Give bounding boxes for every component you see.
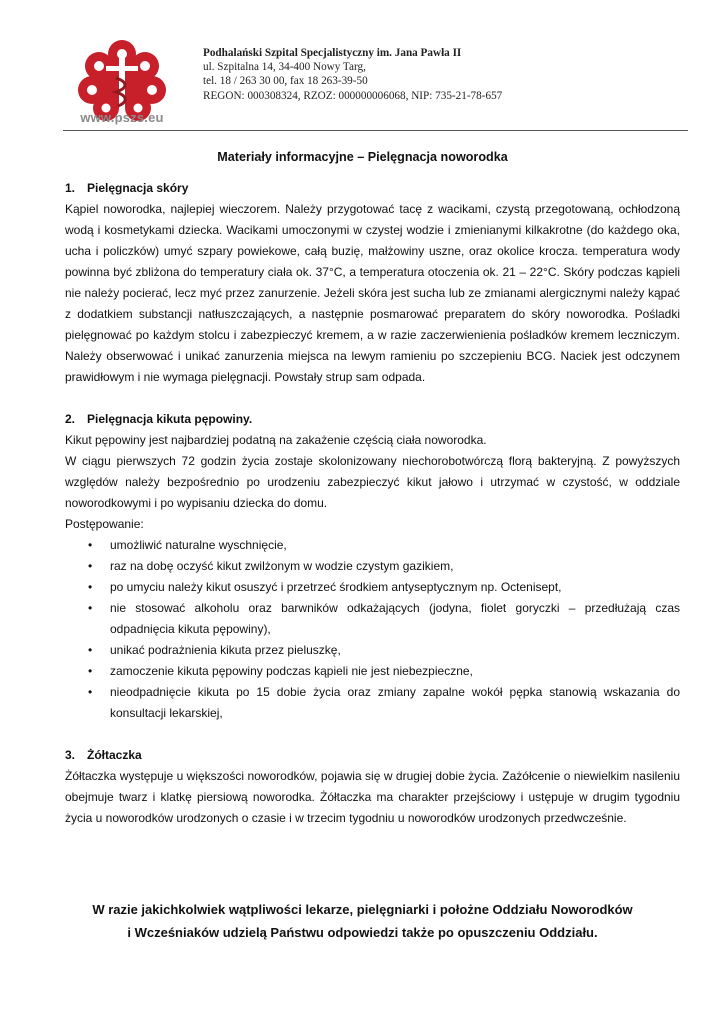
closing-line-2: i Wcześniaków udzielą Państwu odpowiedzi także po opuszczeniu Oddziału. xyxy=(127,925,598,940)
list-item: • nieodpadnięcie kikuta po 15 dobie życia oraz zmiany zapalne wokół pępka stanowią wskazania do konsultacji lekarskiej, xyxy=(65,682,680,724)
section-3-heading: 3. Żółtaczka xyxy=(65,748,142,762)
section-2-procedure-label: Postępowanie: xyxy=(65,517,144,531)
bullet-icon: • xyxy=(88,643,93,657)
bullet-icon: • xyxy=(88,601,93,615)
list-item: • umożliwić naturalne wyschnięcie, xyxy=(65,535,680,556)
list-item: • po umyciu należy kikut osuszyć i przetrzeć środkiem antyseptycznym np. Octenisept, xyxy=(65,577,680,598)
bullet-icon: • xyxy=(88,664,93,678)
bullet-icon: • xyxy=(88,538,93,552)
closing-note xyxy=(0,898,725,944)
document-title: Materiały informacyjne – Pielęgnacja noworodka xyxy=(217,150,508,164)
section-2-heading: 2. Pielęgnacja kikuta pępowiny. xyxy=(65,412,253,426)
closing-line-1: W razie jakichkolwiek wątpliwości lekarze, pielęgniarki i położne Oddziału Noworodków xyxy=(92,902,633,917)
letterhead xyxy=(203,46,502,103)
section-1-heading: 1. Pielęgnacja skóry xyxy=(65,181,189,195)
org-address: ul. Szpitalna 14, 34-400 Nowy Targ, xyxy=(203,61,366,74)
list-item: • raz na dobę oczyść kikut zwilżonym w wodzie czystym gazikiem, xyxy=(65,556,680,577)
section-3-paragraph: Żółtaczka występuje u większości noworodków, pojawia się w drugiej dobie życia. Zażółcenie o niewielkim nasileniu obejmuje twarz i klatkę piersiową noworodka. Żółtaczka ma charakter przejściowy i ustępuje w drugim tygodniu życia u noworodków urodzonych o czasie i w trzecim tygodniu u noworodków urodzonych przedwcześnie. xyxy=(65,769,680,825)
list-item: • zamoczenie kikuta pępowiny podczas kąpieli nie jest niebezpieczne, xyxy=(65,661,680,682)
document-body xyxy=(65,178,680,829)
org-phone: tel. 18 / 263 30 00, fax 18 263-39-50 xyxy=(203,75,368,88)
bullet-icon: • xyxy=(88,685,93,699)
procedure-list xyxy=(65,535,680,724)
list-item: • unikać podrażnienia kikuta przez pieluszkę, xyxy=(65,640,680,661)
section-2-paragraph: Kikut pępowiny jest najbardziej podatną na zakażenie częścią ciała noworodka. xyxy=(65,433,487,447)
list-item: • nie stosować alkoholu oraz barwników odkażających (jodyna, fiolet goryczki – przedłużają czas odpadnięcia kikuta pępowiny), xyxy=(65,598,680,640)
org-name: Podhalański Szpital Specjalistyczny im. Jana Pawła II xyxy=(203,47,462,59)
section-2-paragraph: W ciągu pierwszych 72 godzin życia zostaje skolonizowany niechorobotwórczą florą bakteryjną. Z powyższych względów należy bezpośrednio po urodzeniu zabezpieczyć kikut jałowo i utrzymać w czystość, w oddziale noworodkowymi i po wypisaniu dziecka do domu. xyxy=(65,454,680,510)
section-1-paragraph: Kąpiel noworodka, najlepiej wieczorem. Należy przygotować tacę z wacikami, czystą przegotowaną, ochłodzoną wodą i kosmetykami dziecka. Wacikami umoczonymi w czystej wodzie i zmienianymi kilkakrotne (do każdego oka, ucha i policzków) umyć szpary powiekowe, całą buzię, małżowiny uszne, oraz okolice krocza. temperatura wody powinna być zbliżona do temperatury ciała ok. 37°C, a temperatura otoczenia ok. 21 – 22°C. Skóry podczas kąpieli nie należy pocierać, lecz myć przez zanurzenie. Jeżeli skóra jest sucha lub ze zmianami alergicznymi należy kąpać z dodatkiem substancji natłuszczających, a następnie posmarować preparatem do skóry noworodka. Pośladki pielęgnować po każdym stolcu i zabezpieczyć kremem, a w razie zaczerwienienia pośladków kremem leczniczym. Należy obserwować i unikać zanurzenia miejsca na lewym ramieniu po szczepieniu BCG. Naciek jest odczynem prawidłowym i nie wymaga pielęgnacji. Powstały strup sam odpada. xyxy=(65,202,680,384)
bullet-icon: • xyxy=(88,580,93,594)
org-ids: REGON: 000308324, RZOZ: 000000006068, NIP: 735-21-78-657 xyxy=(203,89,503,102)
logo-website: www.pszs.eu xyxy=(80,110,164,125)
bullet-icon: • xyxy=(88,559,93,573)
header-divider xyxy=(63,130,688,131)
